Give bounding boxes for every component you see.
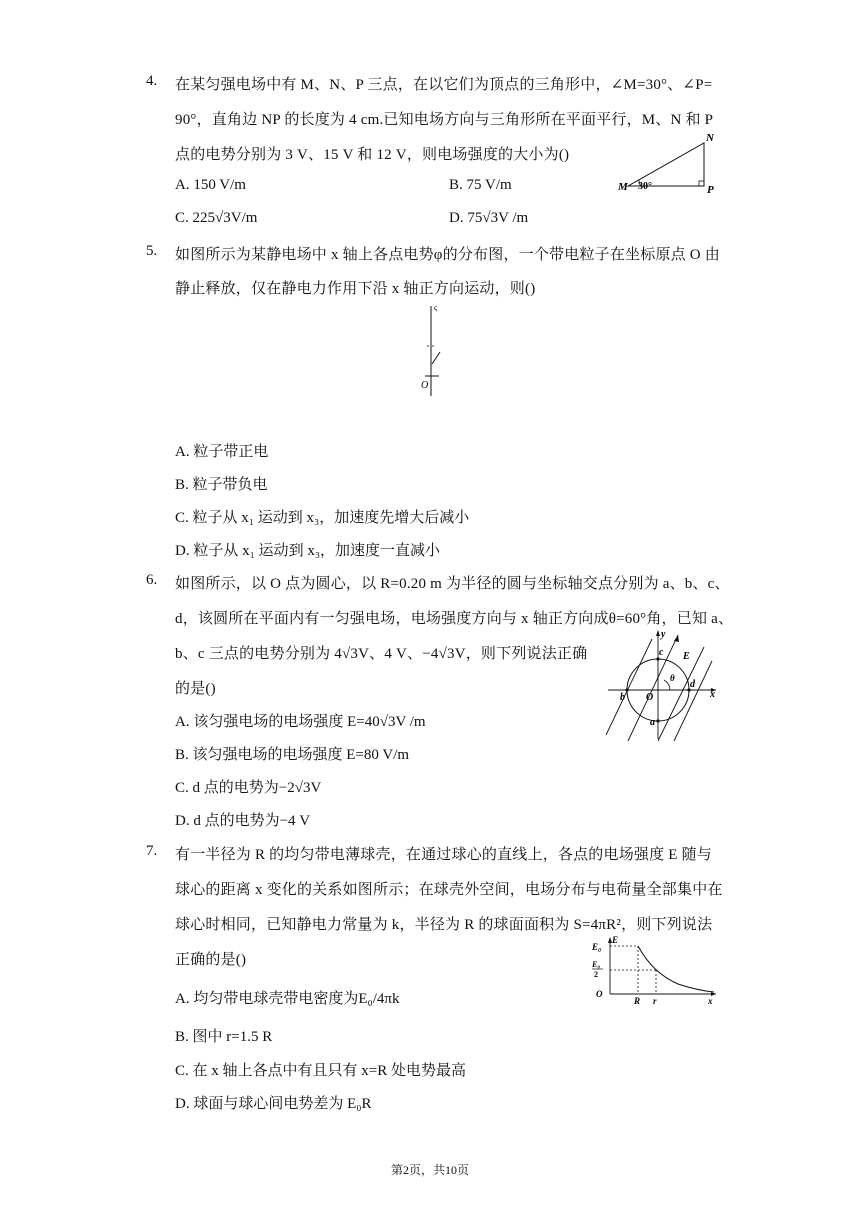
label-e: E [683, 651, 690, 662]
label-x: x [710, 689, 715, 700]
label-half-numerator: E₀ [592, 960, 601, 969]
label-theta: θ [670, 673, 675, 683]
question-text-line: 静止释放，仅在静电力作用下沿 x 轴正方向运动，则() [175, 281, 536, 297]
triangle-figure [600, 128, 720, 198]
question-text-line: 90°，直角边 NP 的长度为 4 cm.已知电场方向与三角形所在平面平行，M、N 和 P [175, 112, 714, 128]
label-x: x [708, 996, 713, 1006]
option-d: D. 75√3V /m [449, 210, 529, 226]
label-c: c [659, 647, 664, 658]
question-text-line: b、c 三点的电势分别为 4√3V、4 V、−4√3V，则下列说法正确 [175, 646, 588, 662]
option-c: C. d 点的电势为−2√3V [175, 780, 322, 796]
option-a: A. 粒子带正电 [175, 444, 269, 460]
option-d: D. d 点的电势为−4 V [175, 813, 311, 829]
question-text-line: 球心时相同，已知静电力常量为 k，半径为 R 的球面面积为 S=4πR²，则下列说法 [175, 917, 713, 933]
question-text-line: d，该圆所在平面内有一匀强电场，电场强度方向与 x 轴正方向成θ=60°角，已知 a、 [175, 611, 734, 627]
option-d: D. 粒子从 x₁ 运动到 x₃，加速度一直减小 [175, 543, 441, 559]
option-b: B. 图中 r=1.5 R [175, 1029, 273, 1045]
question-text-line: 正确的是() [175, 952, 247, 968]
field-strength-graph [588, 934, 720, 1006]
label-top: ς [434, 303, 438, 312]
label-origin: O [421, 380, 429, 391]
question-number: 4. [146, 73, 158, 89]
label-half-denominator: 2 [594, 970, 598, 979]
label-e0: E₀ [592, 942, 602, 952]
label-angle: 30° [638, 181, 652, 192]
label-e: E [612, 935, 619, 945]
page-footer: 第2页，共10页 [390, 1163, 469, 1177]
label-b: b [620, 692, 625, 703]
option-a: A. 均匀带电球壳带电密度为E₀/4πk [175, 991, 400, 1007]
label-y: y [661, 629, 666, 640]
label-n: N [706, 132, 714, 144]
label-r-big: R [634, 996, 641, 1006]
label-m: M [618, 181, 628, 193]
label-p: P [707, 184, 714, 196]
question-text-line: 在某匀强电场中有 M、N、P 三点，在以它们为顶点的三角形中，∠M=30°、∠P= [175, 77, 713, 93]
label-o: O [646, 692, 654, 703]
option-c: C. 粒子从 x₁ 运动到 x₃，加速度先增大后减小 [175, 510, 470, 526]
option-d: D. 球面与球心间电势差为 E₀R [175, 1096, 372, 1112]
option-b: B. 75 V/m [449, 177, 512, 193]
question-text-line: 点的电势分别为 3 V、15 V 和 12 V，则电场强度的大小为() [175, 147, 570, 163]
option-c: C. 225√3V/m [175, 210, 258, 226]
question-number: 5. [146, 243, 158, 259]
question-number: 6. [146, 572, 158, 588]
question-text-line: 如图所示为某静电场中 x 轴上各点电势φ的分布图，一个带电粒子在坐标原点 O 由 [175, 247, 720, 263]
question-text-line: 球心的距离 x 变化的关系如图所示；在球壳外空间，电场分布与电荷量全部集中在 [175, 882, 723, 898]
option-b: B. 该匀强电场的电场强度 E=80 V/m [175, 747, 410, 763]
potential-figure [415, 300, 455, 398]
question-number: 7. [146, 843, 158, 859]
option-a: A. 该匀强电场的电场强度 E=40√3V /m [175, 714, 426, 730]
option-b: B. 粒子带负电 [175, 477, 268, 493]
question-text-line: 的是() [175, 681, 216, 697]
label-o: O [596, 989, 603, 999]
label-d: d [690, 679, 695, 690]
question-text-line: 如图所示，以 O 点为圆心，以 R=0.20 m 为半径的圆与坐标轴交点分别为 a、b、c、 [175, 576, 730, 592]
option-a: A. 150 V/m [175, 177, 246, 193]
label-a: a [650, 717, 655, 728]
option-c: C. 在 x 轴上各点中有且只有 x=R 处电势最高 [175, 1063, 466, 1079]
label-r-small: r [653, 996, 657, 1006]
circle-field-figure [600, 625, 722, 743]
question-text-line: 有一半径为 R 的均匀带电薄球壳，在通过球心的直线上，各点的电场强度 E 随与 [175, 847, 712, 863]
